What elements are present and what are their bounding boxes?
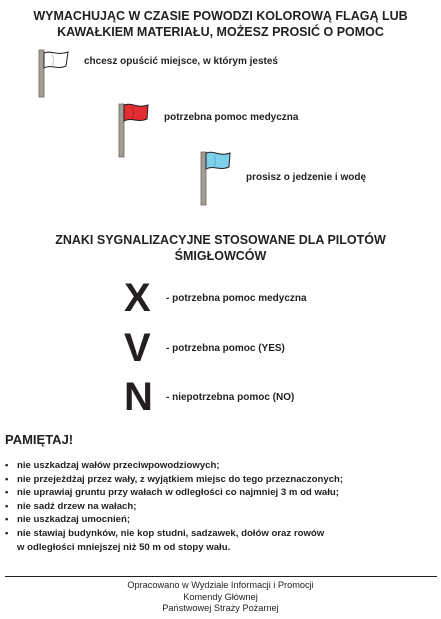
bullet-icon: • — [5, 473, 9, 485]
footer-line-2: Komendy Głównej — [183, 591, 258, 602]
footer-divider — [5, 576, 437, 577]
flag-heading-line-2: KAWAŁKIEM MATERIAŁU, MOŻESZ PROSIĆ O POMOC — [57, 25, 384, 39]
flag-label-blue: prosisz o jedzenie i wodę — [246, 172, 367, 183]
footer-line-3: Państwowej Straży Pożarnej — [162, 603, 279, 613]
bullet-icon: • — [5, 527, 9, 539]
signal-x — [124, 278, 307, 318]
signal-letter-x: X — [124, 276, 151, 320]
flag-section-heading — [0, 8, 441, 40]
flag-item-white — [38, 48, 278, 98]
list-item — [5, 473, 435, 487]
list-item-text: nie stawiaj budynków, nie kop studni, sadzawek, dołów oraz rowów — [17, 527, 325, 539]
remember-title: PAMIĘTAJ! — [5, 432, 74, 447]
bullet-icon: • — [5, 500, 9, 512]
flag-label-red: potrzebna pomoc medyczna — [164, 111, 299, 123]
flag-heading-line-1: WYMACHUJĄC W CZASIE POWODZI KOLOROWĄ FLAGĄ LUB — [33, 9, 408, 23]
list-item — [5, 459, 435, 473]
red-flag-icon — [118, 102, 158, 158]
signal-desc-v: - potrzebna pomoc (YES) — [166, 342, 285, 354]
list-item — [5, 513, 435, 527]
list-item-text: nie przejeżdżaj przez wały, z wyjątkiem miejsc do tego przeznaczonych; — [17, 473, 344, 485]
remember-list — [5, 459, 435, 554]
list-item — [5, 500, 435, 514]
signal-heading-line-2: ŚMIGŁOWCÓW — [174, 249, 267, 263]
list-item-text: nie uprawiaj gruntu przy wałach w odległości co najmniej 3 m od wału; — [17, 487, 339, 499]
blue-flag-icon — [200, 150, 240, 206]
footer-line-1: Opracowano w Wydziale Informacji i Promocji — [127, 580, 314, 590]
list-item-text-continued: w odległości mniejszej niż 50 m od stopy wału. — [17, 541, 231, 553]
list-item-text: nie uszkadzaj umocnień; — [17, 514, 131, 526]
list-item — [5, 486, 435, 500]
signal-heading-line-1: ZNAKI SYGNALIZACYJNE STOSOWANE DLA PILOTÓW — [55, 233, 386, 247]
signal-letter-v: V — [124, 326, 151, 370]
list-item — [5, 527, 435, 554]
footer — [0, 580, 441, 615]
flag-item-blue — [200, 150, 366, 206]
bullet-icon: • — [5, 514, 9, 526]
bullet-icon: • — [5, 487, 9, 499]
signal-v — [124, 328, 285, 368]
signal-n — [124, 377, 294, 417]
bullet-icon: • — [5, 460, 9, 471]
signal-letter-n: N — [124, 375, 153, 419]
list-item-text: nie uszkadzaj wałów przeciwpowodziowych; — [17, 460, 220, 471]
flag-label-white: chcesz opuścić miejsce, w którym jesteś — [84, 55, 278, 67]
signal-desc-x: - potrzebna pomoc medyczna — [166, 292, 307, 304]
signal-section-heading — [0, 232, 441, 264]
signal-desc-n: - niepotrzebna pomoc (NO) — [166, 391, 295, 403]
list-item-text: nie sadź drzew na wałach; — [17, 500, 137, 512]
white-flag-icon — [38, 48, 78, 98]
